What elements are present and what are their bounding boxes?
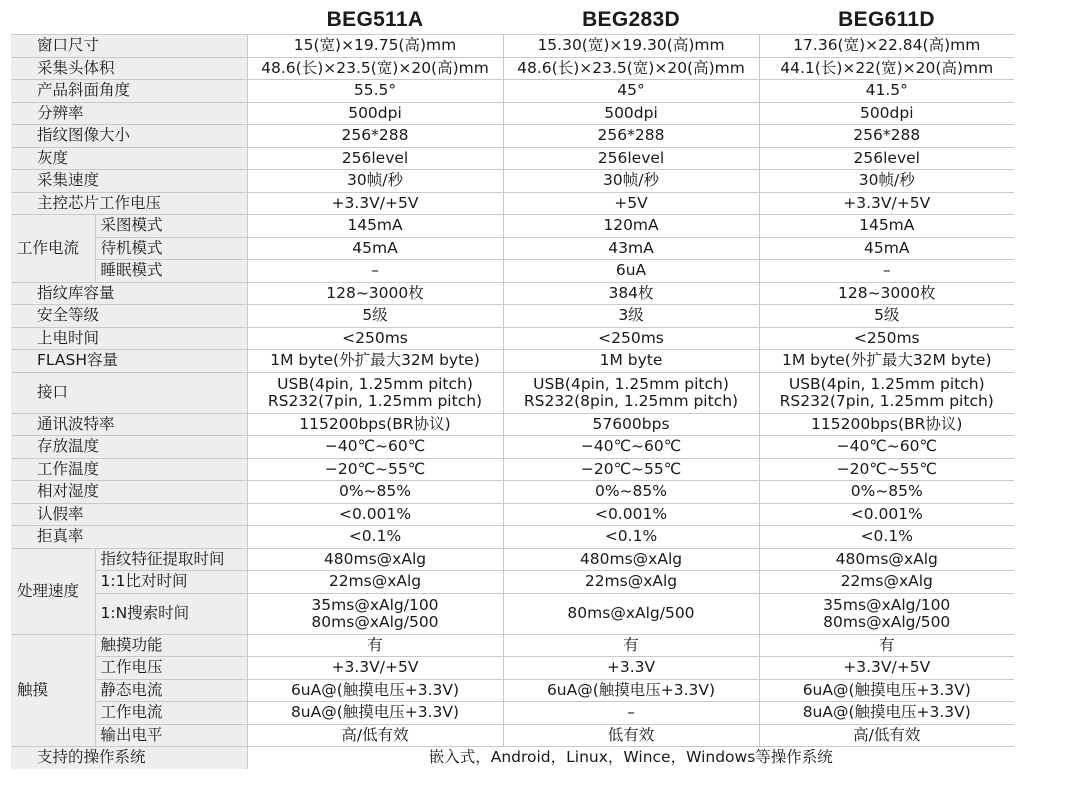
cell-value: <0.001%	[503, 503, 759, 526]
cell-value: +3.3V	[503, 657, 759, 680]
row-label: 采集速度	[11, 170, 247, 193]
spec-row	[11, 413, 1014, 436]
cell-line: 35ms@xAlg/100	[823, 595, 951, 614]
group-label: 处理速度	[11, 548, 95, 634]
spec-row	[11, 679, 1014, 702]
spec-row	[11, 327, 1014, 350]
model-header: BEG511A	[247, 6, 503, 35]
cell-value: 8uA@(触摸电压+3.3V)	[759, 702, 1014, 725]
cell-value: 45°	[503, 80, 759, 103]
sub-label: 采图模式	[95, 215, 247, 238]
row-label: 支持的操作系统	[11, 747, 247, 769]
cell-value: −40℃~60℃	[759, 436, 1014, 459]
row-label: 窗口尺寸	[11, 35, 247, 58]
cell-value: 17.36(宽)×22.84(高)mm	[759, 35, 1014, 58]
spec-row	[11, 747, 1014, 769]
spec-row	[11, 548, 1014, 571]
sub-label: 静态电流	[95, 679, 247, 702]
cell-value: 480ms@xAlg	[759, 548, 1014, 571]
cell-value	[247, 593, 503, 634]
cell-value: 480ms@xAlg	[503, 548, 759, 571]
spec-row	[11, 305, 1014, 328]
cell-value: 43mA	[503, 237, 759, 260]
cell-value: –	[503, 702, 759, 725]
group-label: 触摸	[11, 634, 95, 747]
cell-value: 0%~85%	[759, 481, 1014, 504]
cell-value	[759, 593, 1014, 634]
cell-value: 6uA@(触摸电压+3.3V)	[247, 679, 503, 702]
cell-value: <0.1%	[759, 526, 1014, 549]
sub-label: 工作电压	[95, 657, 247, 680]
spec-row	[11, 372, 1014, 413]
cell-value: –	[759, 260, 1014, 283]
sub-label: 待机模式	[95, 237, 247, 260]
model-header: BEG283D	[503, 6, 759, 35]
cell-value: −40℃~60℃	[503, 436, 759, 459]
cell-value: 8uA@(触摸电压+3.3V)	[247, 702, 503, 725]
cell-value: <250ms	[503, 327, 759, 350]
cell-value: 500dpi	[503, 102, 759, 125]
cell-value: <0.1%	[247, 526, 503, 549]
row-label: 上电时间	[11, 327, 247, 350]
cell-value: 6uA	[503, 260, 759, 283]
cell-value: 6uA@(触摸电压+3.3V)	[503, 679, 759, 702]
spec-row	[11, 80, 1014, 103]
cell-value: −20℃~55℃	[247, 458, 503, 481]
spec-row	[11, 526, 1014, 549]
cell-value: 低有效	[503, 724, 759, 747]
cell-value: 有	[503, 634, 759, 657]
row-label: 拒真率	[11, 526, 247, 549]
cell-value: <0.1%	[503, 526, 759, 549]
cell-value: 嵌入式，Android，Linux，Wince，Windows等操作系统	[428, 748, 833, 767]
cell-value: 57600bps	[503, 413, 759, 436]
row-label: 分辨率	[11, 102, 247, 125]
model-header-row	[11, 6, 1014, 35]
cell-value: 6uA@(触摸电压+3.3V)	[759, 679, 1014, 702]
group-label: 工作电流	[11, 215, 95, 283]
row-label: 指纹图像大小	[11, 125, 247, 148]
spec-row	[11, 125, 1014, 148]
spec-row	[11, 634, 1014, 657]
cell-value: 5级	[247, 305, 503, 328]
cell-value: 1M byte(外扩最大32M byte)	[247, 350, 503, 373]
cell-line: USB(4pin, 1.25mm pitch)	[788, 374, 985, 393]
cell-value: +3.3V/+5V	[759, 192, 1014, 215]
row-label: 指纹库容量	[11, 282, 247, 305]
cell-value: 1M byte	[503, 350, 759, 373]
sub-label: 1:N搜索时间	[95, 593, 247, 634]
spec-row	[11, 593, 1014, 634]
cell-value: 有	[247, 634, 503, 657]
row-label: 安全等级	[11, 305, 247, 328]
row-label: 认假率	[11, 503, 247, 526]
spec-row	[11, 350, 1014, 373]
spec-row	[11, 657, 1014, 680]
spec-row	[11, 192, 1014, 215]
cell-value: 55.5°	[247, 80, 503, 103]
cell-value: 0%~85%	[503, 481, 759, 504]
cell-value: 高/低有效	[247, 724, 503, 747]
spec-row	[11, 215, 1014, 238]
cell-value: −20℃~55℃	[503, 458, 759, 481]
cell-value: 45mA	[247, 237, 503, 260]
cell-value: 256*288	[759, 125, 1014, 148]
row-label: 通讯波特率	[11, 413, 247, 436]
row-label: 产品斜面角度	[11, 80, 247, 103]
cell-value: 44.1(长)×22(宽)×20(高)mm	[759, 57, 1014, 80]
cell-value: <250ms	[759, 327, 1014, 350]
sub-label: 输出电平	[95, 724, 247, 747]
cell-value: +5V	[503, 192, 759, 215]
row-label: 存放温度	[11, 436, 247, 459]
cell-value: 256*288	[247, 125, 503, 148]
cell-value: 30帧/秒	[503, 170, 759, 193]
sub-label: 工作电流	[95, 702, 247, 725]
cell-value: +3.3V/+5V	[247, 192, 503, 215]
cell-value: 500dpi	[759, 102, 1014, 125]
cell-value: 256level	[503, 147, 759, 170]
cell-value: 115200bps(BR协议)	[247, 413, 503, 436]
cell-value: 256level	[759, 147, 1014, 170]
spec-row	[11, 57, 1014, 80]
cell-line: RS232(8pin, 1.25mm pitch)	[523, 391, 739, 410]
cell-value: 有	[759, 634, 1014, 657]
sub-label: 触摸功能	[95, 634, 247, 657]
cell-value: 0%~85%	[247, 481, 503, 504]
cell-line: 80ms@xAlg/500	[311, 612, 439, 631]
cell-value: 30帧/秒	[759, 170, 1014, 193]
cell-line: RS232(7pin, 1.25mm pitch)	[267, 391, 483, 410]
cell-value: 1M byte(外扩最大32M byte)	[759, 350, 1014, 373]
cell-value: 22ms@xAlg	[247, 571, 503, 594]
cell-value: <0.001%	[247, 503, 503, 526]
cell-value: 120mA	[503, 215, 759, 238]
spec-row	[11, 147, 1014, 170]
row-label: 灰度	[11, 147, 247, 170]
row-label: 主控芯片工作电压	[11, 192, 247, 215]
row-label: 接口	[11, 372, 247, 413]
row-label: 采集头体积	[11, 57, 247, 80]
cell-line: 35ms@xAlg/100	[311, 595, 439, 614]
spec-row	[11, 35, 1014, 58]
spec-row	[11, 458, 1014, 481]
cell-value: 15.30(宽)×19.30(高)mm	[503, 35, 759, 58]
cell-value: <0.001%	[759, 503, 1014, 526]
row-label: 相对湿度	[11, 481, 247, 504]
cell-value: 256level	[247, 147, 503, 170]
cell-value: 30帧/秒	[247, 170, 503, 193]
cell-value	[247, 372, 503, 413]
cell-value: –	[247, 260, 503, 283]
cell-value: 145mA	[759, 215, 1014, 238]
cell-value: 48.6(长)×23.5(宽)×20(高)mm	[247, 57, 503, 80]
cell-line: RS232(7pin, 1.25mm pitch)	[779, 391, 994, 410]
spec-row	[11, 170, 1014, 193]
spec-row	[11, 282, 1014, 305]
cell-value	[503, 372, 759, 413]
spec-row	[11, 260, 1014, 283]
spec-row	[11, 503, 1014, 526]
spec-row	[11, 724, 1014, 747]
cell-value: <250ms	[247, 327, 503, 350]
cell-value: +3.3V/+5V	[247, 657, 503, 680]
cell-value: 22ms@xAlg	[503, 571, 759, 594]
cell-value: 3级	[503, 305, 759, 328]
cell-value: 22ms@xAlg	[759, 571, 1014, 594]
cell-value: −20℃~55℃	[759, 458, 1014, 481]
row-label: FLASH容量	[11, 350, 247, 373]
cell-value: 384枚	[503, 282, 759, 305]
sub-label: 指纹特征提取时间	[95, 548, 247, 571]
model-header: BEG611D	[759, 6, 1014, 35]
cell-value: 480ms@xAlg	[247, 548, 503, 571]
header-blank	[11, 6, 247, 35]
row-label: 工作温度	[11, 458, 247, 481]
cell-value: 48.6(长)×23.5(宽)×20(高)mm	[503, 57, 759, 80]
sub-label: 1:1比对时间	[95, 571, 247, 594]
cell-value: 500dpi	[247, 102, 503, 125]
spec-row	[11, 436, 1014, 459]
cell-value: 128~3000枚	[247, 282, 503, 305]
cell-line: USB(4pin, 1.25mm pitch)	[533, 374, 729, 393]
cell-line: 80ms@xAlg/500	[823, 612, 951, 631]
cell-value: 45mA	[759, 237, 1014, 260]
spec-row	[11, 571, 1014, 594]
cell-value: 256*288	[503, 125, 759, 148]
cell-value: +3.3V/+5V	[759, 657, 1014, 680]
spec-row	[11, 237, 1014, 260]
cell-value: 41.5°	[759, 80, 1014, 103]
spec-row	[11, 702, 1014, 725]
cell-line: USB(4pin, 1.25mm pitch)	[277, 374, 473, 393]
cell-value	[759, 372, 1014, 413]
cell-value: 128~3000枚	[759, 282, 1014, 305]
cell-value: 115200bps(BR协议)	[759, 413, 1014, 436]
spec-table	[11, 6, 1014, 769]
spec-row	[11, 481, 1014, 504]
cell-value: 80ms@xAlg/500	[503, 593, 759, 634]
cell-value: 5级	[759, 305, 1014, 328]
sub-label: 睡眠模式	[95, 260, 247, 283]
spec-row	[11, 102, 1014, 125]
cell-value: −40℃~60℃	[247, 436, 503, 459]
cell-value: 145mA	[247, 215, 503, 238]
cell-value: 高/低有效	[759, 724, 1014, 747]
cell-value: 15(宽)×19.75(高)mm	[247, 35, 503, 58]
